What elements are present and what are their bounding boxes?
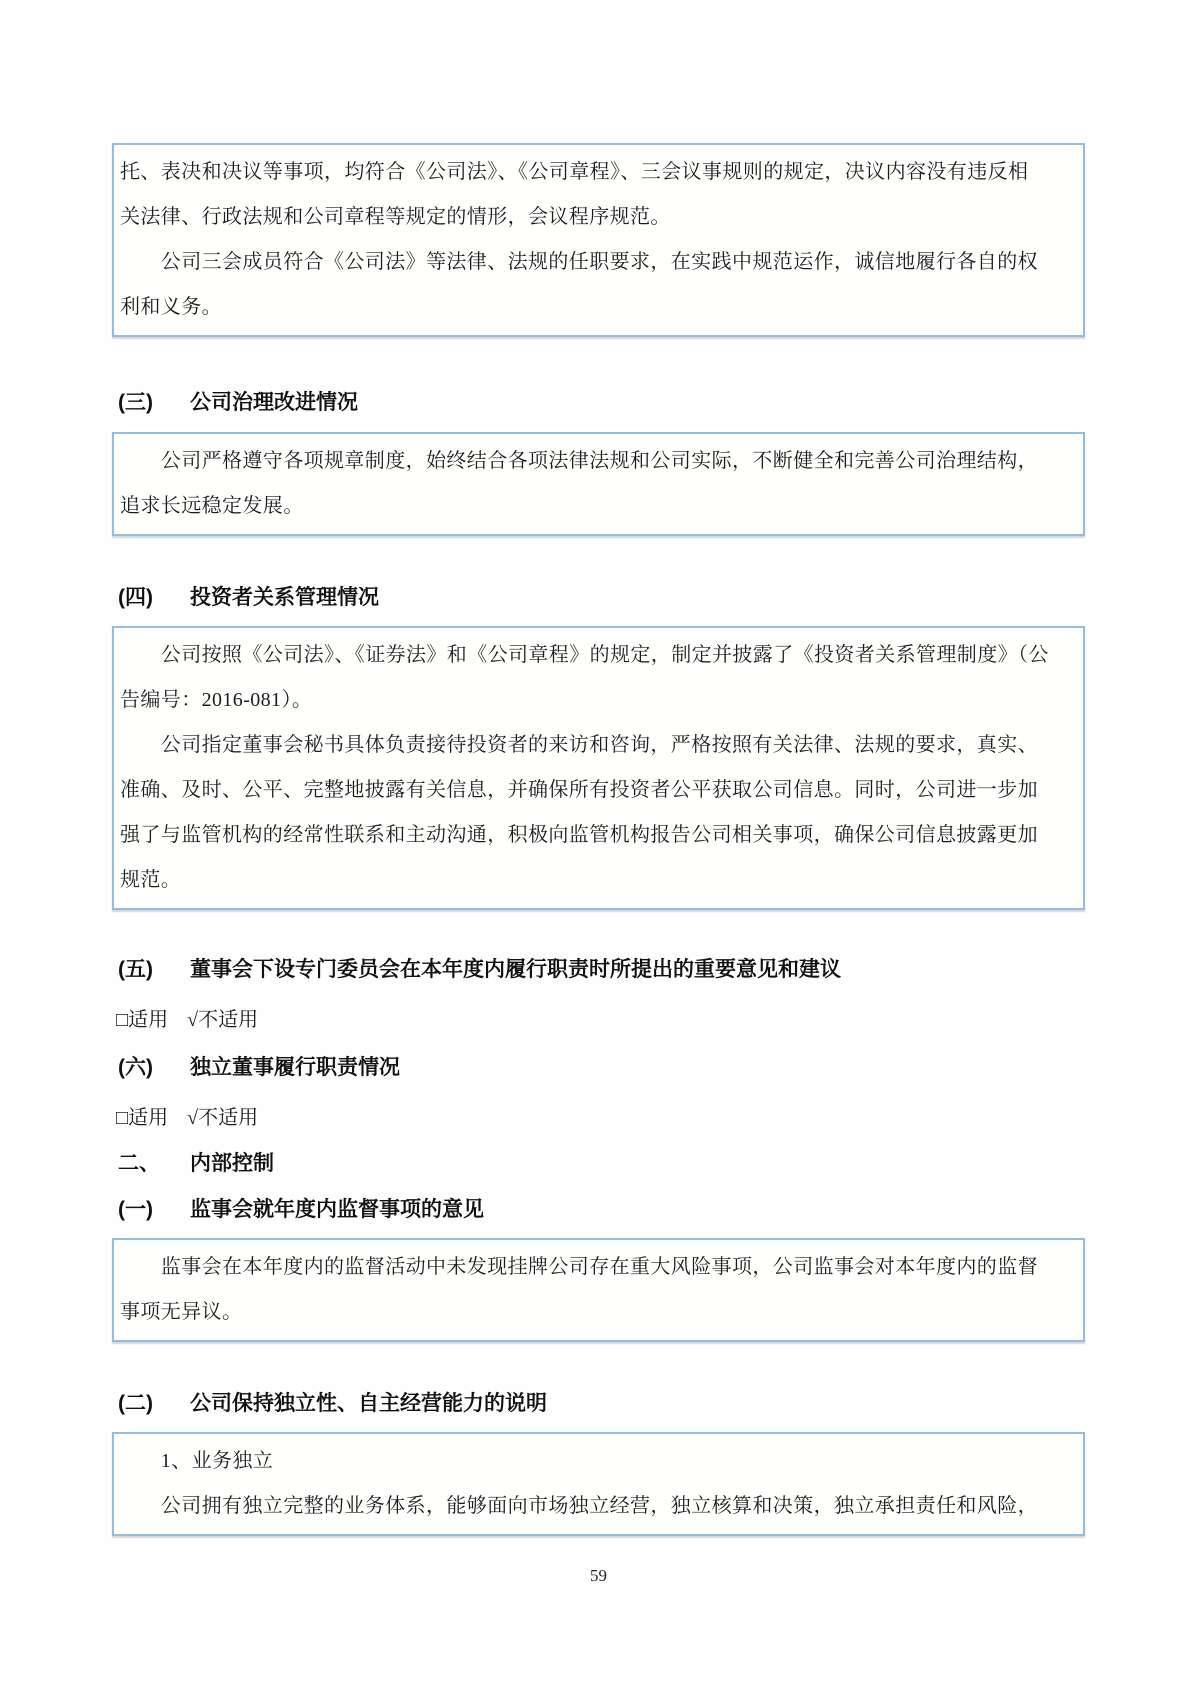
text-box-investor-relations [112, 626, 1085, 910]
paragraph-line: 规范。 [120, 869, 182, 891]
paragraph-line: 利和义务。 [120, 296, 222, 318]
section-heading-supervisory-board-opinion [112, 1196, 1085, 1224]
page-number: 59 [590, 1566, 607, 1585]
heading-title: 董事会下设专门委员会在本年度内履行职责时所提出的重要意见和建议 [190, 958, 841, 981]
applicability-row-committees [112, 1006, 1085, 1034]
paragraph-line: 强了与监管机构的经常性联系和主动沟通，积极向监管机构报告公司相关事项，确保公司信息披露更加 [120, 824, 1038, 846]
paragraph-line: 追求长远稳定发展。 [120, 495, 304, 517]
checkbox-not-applicable-checked: √不适用 [187, 1009, 259, 1031]
applicability-row-independent-directors [112, 1104, 1085, 1132]
paragraph-line: 公司拥有独立完整的业务体系，能够面向市场独立经营，独立核算和决策，独立承担责任和风险， [120, 1495, 1038, 1517]
checkbox-applicable-unchecked: □适用 [116, 1107, 169, 1129]
paragraph-line: 准确、及时、公平、完整地披露有关信息，并确保所有投资者公平获取公司信息。同时，公司进一步加 [120, 779, 1038, 801]
heading-number: (二) [118, 1392, 153, 1415]
heading-title: 公司治理改进情况 [190, 391, 358, 414]
checkbox-not-applicable-checked: √不适用 [187, 1107, 259, 1129]
heading-title: 监事会就年度内监督事项的意见 [190, 1198, 484, 1221]
heading-number: (五) [118, 958, 153, 981]
section-heading-company-independence [112, 1390, 1085, 1418]
heading-number: (三) [118, 391, 153, 414]
paragraph-line: 1、业务独立 [120, 1450, 274, 1472]
text-box-meeting-compliance [112, 143, 1085, 337]
text-box-business-independence [112, 1432, 1085, 1536]
paragraph-line: 公司严格遵守各项规章制度，始终结合各项法律法规和公司实际，不断健全和完善公司治理结构， [120, 450, 1038, 472]
heading-number: (六) [118, 1056, 153, 1079]
paragraph-line: 公司按照《公司法》、《证券法》和《公司章程》的规定，制定并披露了《投资者关系管理制度》（公 [120, 644, 1049, 666]
section-heading-board-committees [112, 956, 1085, 984]
paragraph-line: 监事会在本年度内的监督活动中未发现挂牌公司存在重大风险事项，公司监事会对本年度内的监督 [120, 1256, 1038, 1278]
heading-title: 独立董事履行职责情况 [190, 1056, 400, 1079]
heading-title: 公司保持独立性、自主经营能力的说明 [190, 1392, 547, 1415]
paragraph-line: 关法律、行政法规和公司章程等规定的情形，会议程序规范。 [120, 206, 671, 228]
paragraph-line: 托、表决和决议等事项，均符合《公司法》、《公司章程》、三会议事规则的规定，决议内容没有违反相 [120, 161, 1029, 183]
section-heading-governance-improvement [112, 389, 1085, 417]
document-content [112, 0, 1085, 1586]
text-box-supervisory-opinion [112, 1238, 1085, 1342]
text-box-governance-improvement [112, 432, 1085, 536]
checkbox-applicable-unchecked: □适用 [116, 1009, 169, 1031]
heading-number: (一) [118, 1198, 153, 1221]
paragraph-line: 公司指定董事会秘书具体负责接待投资者的来访和咨询，严格按照有关法律、法规的要求，真实、 [120, 734, 1038, 756]
heading-number: 二、 [118, 1152, 160, 1175]
heading-number: (四) [118, 586, 153, 609]
paragraph-line: 事项无异议。 [120, 1301, 243, 1323]
section-heading-investor-relations [112, 584, 1085, 612]
paragraph-line: 告编号：2016-081）。 [120, 689, 313, 711]
chapter-heading-internal-control [112, 1150, 1085, 1178]
section-heading-independent-directors [112, 1054, 1085, 1082]
heading-title: 投资者关系管理情况 [190, 586, 379, 609]
paragraph-line: 公司三会成员符合《公司法》等法律、法规的任职要求，在实践中规范运作，诚信地履行各自的权 [120, 251, 1038, 273]
heading-title: 内部控制 [190, 1152, 274, 1175]
